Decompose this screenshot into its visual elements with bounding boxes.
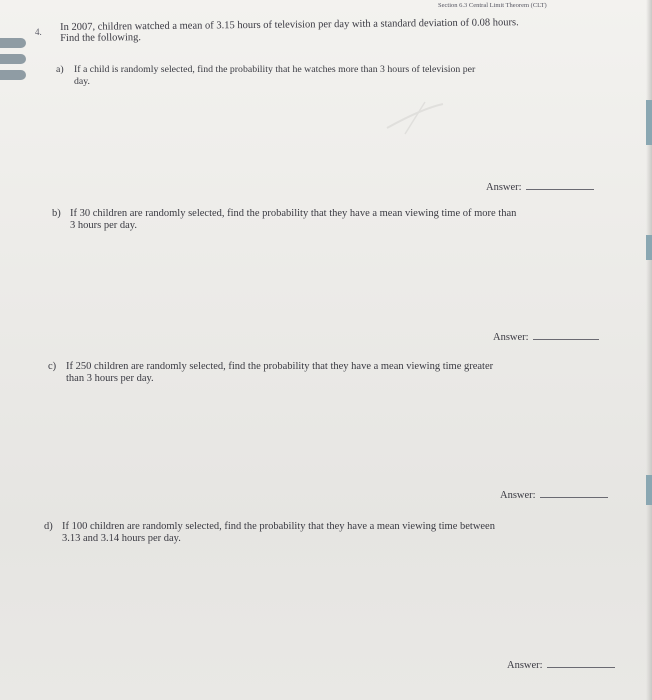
part-c <box>48 361 608 385</box>
part-letter: b) <box>52 208 61 219</box>
part-text: than 3 hours per day. <box>66 373 154 384</box>
answer-label: Answer: <box>500 490 536 501</box>
divider-tab <box>646 235 652 260</box>
answer-d <box>507 660 615 671</box>
answer-label: Answer: <box>493 332 529 343</box>
binder-ring <box>0 70 26 80</box>
question-intro <box>60 16 600 44</box>
part-letter: a) <box>56 64 64 75</box>
answer-c <box>500 490 608 501</box>
answer-label: Answer: <box>486 182 522 193</box>
part-text: If a child is randomly selected, find the probability that he watches more than 3 hours of television per <box>74 64 476 75</box>
answer-blank[interactable] <box>526 189 594 190</box>
answer-blank[interactable] <box>533 339 599 340</box>
binder-ring <box>0 54 26 64</box>
part-b <box>52 208 612 232</box>
answer-a <box>486 182 594 193</box>
binder-ring <box>0 38 26 48</box>
intro-line: In 2007, children watched a mean of 3.15 hours of television per day with a standard deviation of 0.08 hours. <box>60 17 519 33</box>
part-a <box>56 64 596 88</box>
part-text: If 100 children are randomly selected, find the probability that they have a mean viewing time between <box>62 521 495 532</box>
part-text: day. <box>74 76 90 87</box>
answer-blank[interactable] <box>547 667 615 668</box>
answer-blank[interactable] <box>540 497 608 498</box>
show-through-mark <box>385 98 445 138</box>
answer-b <box>493 332 599 343</box>
part-text: 3 hours per day. <box>70 220 137 231</box>
intro-line: Find the following. <box>60 32 142 44</box>
part-letter: d) <box>44 521 53 532</box>
section-header: Section 6.3 Central Limit Theorem (CLT) <box>438 2 547 9</box>
part-d <box>44 521 614 545</box>
divider-tab <box>646 100 652 145</box>
part-letter: c) <box>48 361 57 372</box>
part-text: 3.13 and 3.14 hours per day. <box>62 533 181 544</box>
answer-label: Answer: <box>507 660 543 671</box>
question-number: 4. <box>35 27 42 37</box>
part-text: If 30 children are randomly selected, find the probability that they have a mean viewing time of more than <box>70 208 517 219</box>
binder-rings <box>0 30 30 90</box>
part-text: If 250 children are randomly selected, find the probability that they have a mean viewing time greater <box>66 361 494 372</box>
divider-tab <box>646 475 652 505</box>
